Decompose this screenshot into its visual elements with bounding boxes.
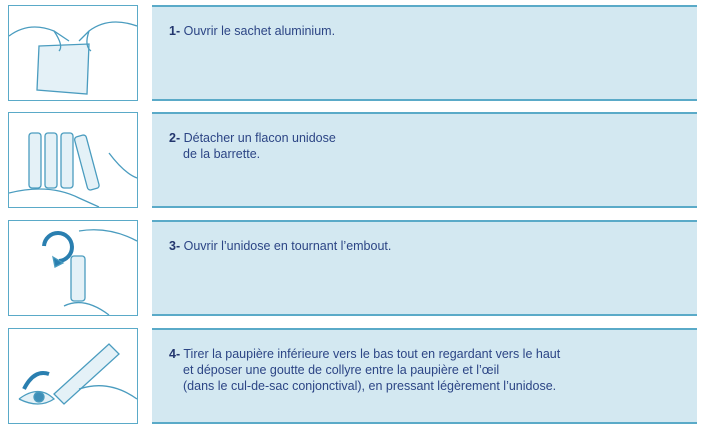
vial-strip-icon — [9, 113, 137, 207]
step-number: 4- — [169, 347, 181, 361]
step-1-panel — [152, 5, 697, 101]
twist-vial-icon — [9, 221, 137, 315]
open-sachet-icon — [9, 6, 137, 100]
step-4-illustration — [8, 328, 138, 424]
step-number: 2- — [169, 131, 181, 145]
step-text: Ouvrir le sachet aluminium. — [183, 24, 336, 38]
step-text: de la barrette. — [183, 147, 261, 161]
step-1 — [0, 5, 705, 101]
step-text: (dans le cul-de-sac conjonctival), en pressant légèrement l’unidose. — [183, 379, 557, 393]
step-4 — [0, 328, 705, 424]
step-2-panel — [152, 112, 697, 208]
step-2 — [0, 112, 705, 208]
step-4-panel — [152, 328, 697, 424]
step-text: Ouvrir l’unidose en tournant l’embout. — [183, 239, 392, 253]
step-3-illustration — [8, 220, 138, 316]
step-text: Tirer la paupière inférieure vers le bas tout en regardant vers le haut — [183, 347, 561, 361]
eye-drop-icon — [9, 329, 137, 423]
step-2-illustration — [8, 112, 138, 208]
step-text: Détacher un flacon unidose — [183, 131, 336, 145]
step-number: 1- — [169, 24, 181, 38]
step-3 — [0, 220, 705, 316]
step-text: et déposer une goutte de collyre entre la paupière et l’œil — [183, 363, 500, 377]
step-1-illustration — [8, 5, 138, 101]
step-3-panel — [152, 220, 697, 316]
step-number: 3- — [169, 239, 181, 253]
